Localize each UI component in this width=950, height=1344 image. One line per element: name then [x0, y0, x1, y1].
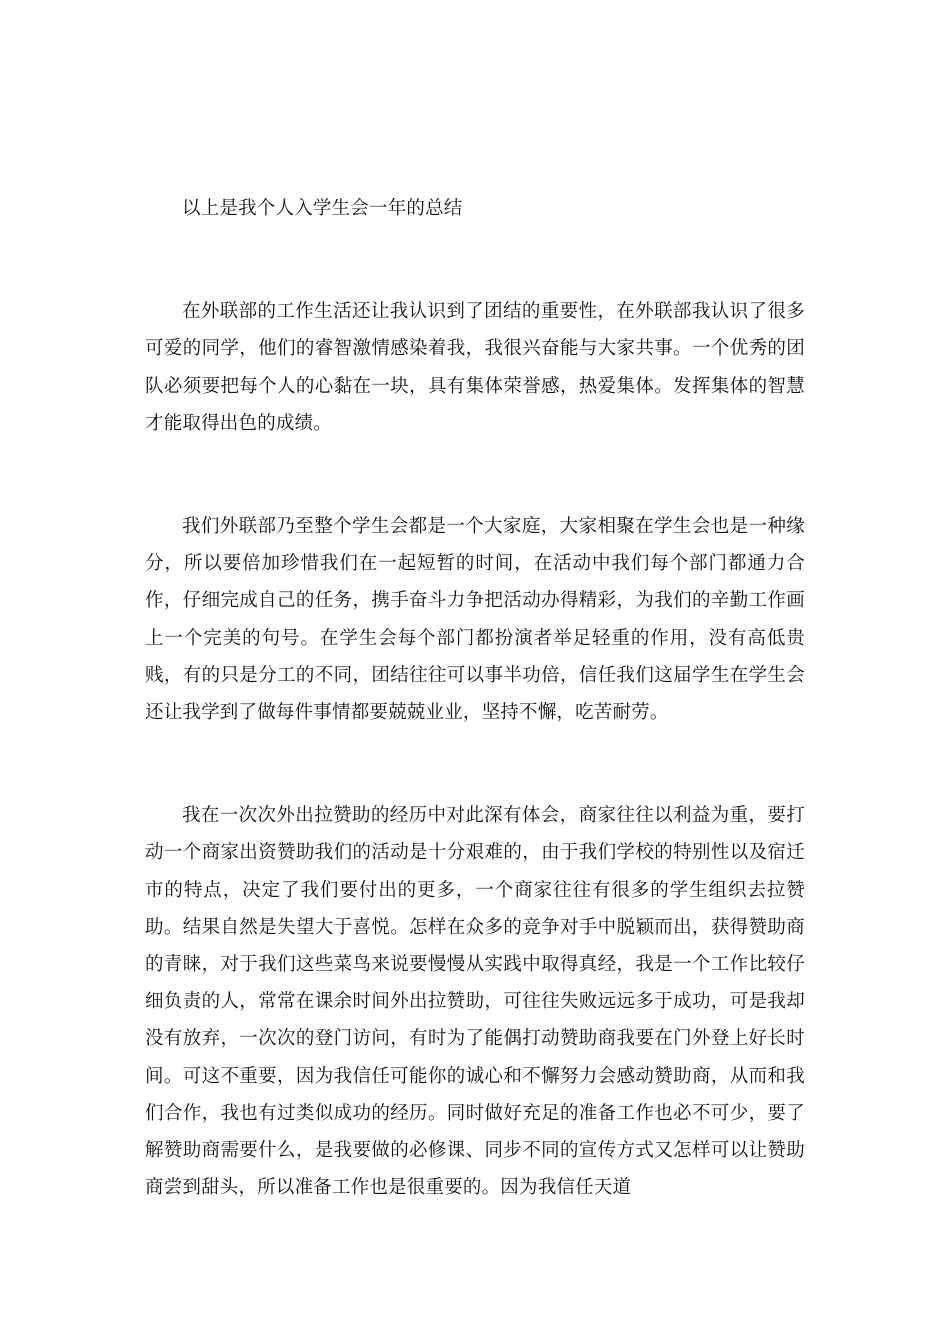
paragraph-summary: 以上是我个人入学生会一年的总结	[182, 198, 463, 219]
paragraph-sponsorship: 我在一次次外出拉赞助的经历中对此深有体会，商家往往以利益为重，要打动一个商家出资赞助我们的活动是十分艰难的，由于我们学校的特别性以及宿迁市的特点，决定了我们要付出的更多，一个商家往往有很多的学生组织去拉赞助。结果自然是失望大于喜悦。怎样在众多的竞争对手中脱颖而出，获得赞助商的青睐，对于我们这些菜鸟来说要慢慢从实践中取得真经，我是一个工作比较仔细负责的人，常常在课余时间外出拉赞助，可往往失败远远多于成功，可是我却没有放弃，一次次的登门访问，有时为了能偶打动赞助商我要在门外登上好长时间。可这不重要，因为我信任可能你的诚心和不懈努力会感动赞助商，从而和我们合作，我也有过类似成功的经历。同时做好充足的准备工作也必不可少，要了解赞助商需要什么，是我要做的必修课、同步不同的宣传方式又怎样可以让赞助商尝到甜头，所以准备工作也是很重要的。因为我信任天道	[145, 805, 805, 1199]
paragraph-teamwork: 在外联部的工作生活还让我认识到了团结的重要性，在外联部我认识了很多可爱的同学，他们的睿智激情感染着我，我很兴奋能与大家共事。一个优秀的团队必须要把每个人的心黏在一块，具有集体荣誉感，热爱集体。发挥集体的智慧才能取得出色的成绩。	[145, 301, 805, 434]
paragraph-family: 我们外联部乃至整个学生会都是一个大家庭，大家相聚在学生会也是一种缘分，所以要倍加珍惜我们在一起短暂的时间，在活动中我们每个部门都通力合作，仔细完成自己的任务，携手奋斗力争把活动办得精彩，为我们的辛勤工作画上一个完美的句号。在学生会每个部门都扮演者举足轻重的作用，没有高低贵贱，有的只是分工的不同，团结往往可以事半功倍，信任我们这届学生在学生会还让我学到了做每件事情都要兢兢业业，坚持不懈，吃苦耐劳。	[145, 516, 805, 724]
document-body	[145, 190, 805, 1206]
